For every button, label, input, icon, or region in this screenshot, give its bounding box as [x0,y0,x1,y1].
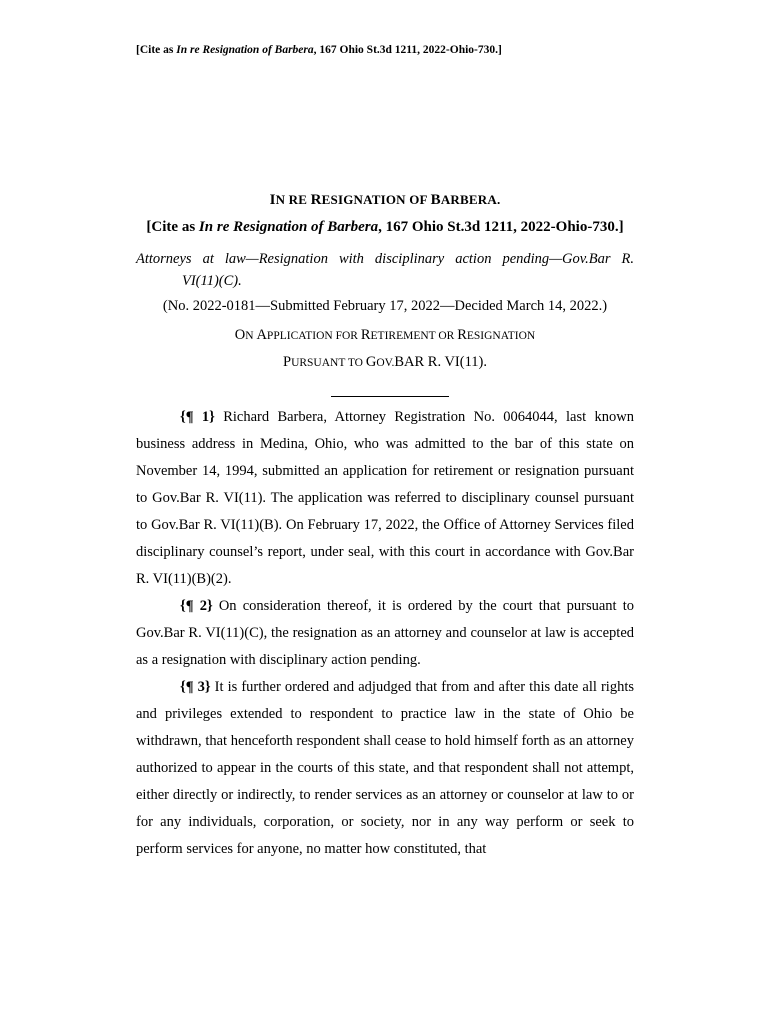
application-heading-line-1: ON APPLICATION FOR RETIREMENT OR RESIGNATION [234,327,536,343]
application-heading-line-2: PURSUANT TO GOV.BAR R. VI(11). [282,354,487,370]
header-citation [136,44,502,56]
docket-line: (No. 2022-0181—Submitted February 17, 2022—Decided March 14, 2022.) [162,298,608,314]
paragraph-text: Richard Barbera, Attorney Registration No. 0064044, last known business address in Medina, Ohio, who was admitted to the bar of this state on November 14, 1994, submitted an application for retirement or resignation pursuant to Gov.Bar R. VI(11). The application was referred to disciplinary counsel pursuant to Gov.Bar R. VI(11)(B). On February 17, 2022, the Office of Attorney Services filed disciplinary counsel’s report, under seal, with this court in accordance with Gov.Bar R. VI(11)(B)(2). [136,409,634,587]
paragraph-text: On consideration thereof, it is ordered by the court that pursuant to Gov.Bar R. VI(11)(C), the resignation as an attorney and counselor at law is accepted as a resignation with disciplinary action pending. [136,598,634,668]
paragraph-marker: {¶ 3} [180,679,211,695]
header-cite-case: In re Resignation of Barbera [176,44,314,56]
paragraph-1 [136,404,634,593]
headnote-line-1: Attorneys at law—Resignation with disciplinary action pending—Gov.Bar R. [136,251,634,267]
paragraph-marker: {¶ 2} [180,598,213,614]
headnote-line-2: VI(11)(C). [182,273,242,289]
header-cite-suffix: , 167 Ohio St.3d 1211, 2022-Ohio-730.] [313,44,502,56]
paragraph-marker: {¶ 1} [180,409,215,425]
separator-rule [331,396,449,397]
paragraph-2 [136,593,634,674]
case-title: IN RE RESIGNATION OF BARBERA. [269,192,501,208]
case-citation: [Cite as In re Resignation of Barbera, 167 Ohio St.3d 1211, 2022-Ohio-730.] [146,219,624,235]
paragraph-text: It is further ordered and adjudged that from and after this date all rights and privileges extended to respondent to practice law in the state of Ohio be withdrawn, that henceforth respondent shall cease to hold himself forth as an attorney authorized to appear in the courts of this state, and that respondent shall not attempt, either directly or indirectly, to render services as an attorney or counselor at law to or for any individuals, corporation, or society, nor in any way perform or seek to perform services for anyone, no matter how constituted, that [136,679,635,857]
paragraph-3 [136,674,634,863]
header-cite-prefix: [Cite as [136,44,177,56]
